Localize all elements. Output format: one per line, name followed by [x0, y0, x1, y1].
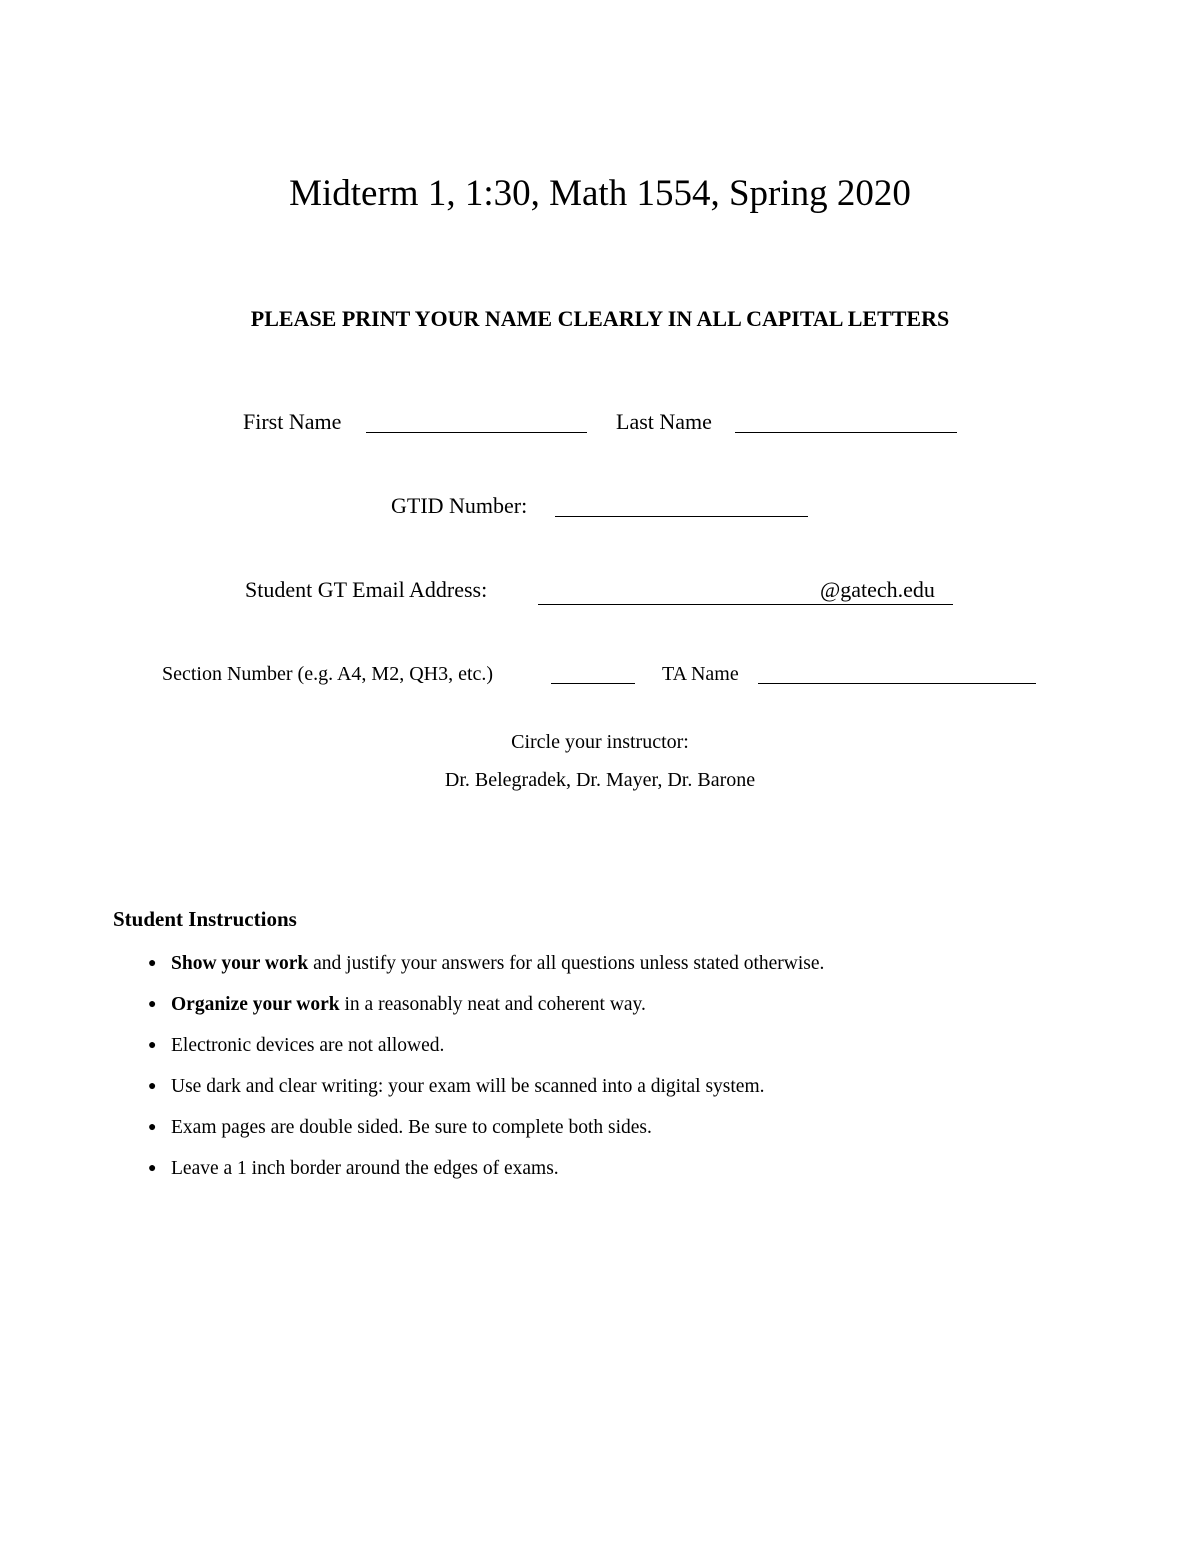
- bullet-icon: ●: [148, 1038, 157, 1053]
- section-number-label: Section Number (e.g. A4, M2, QH3, etc.): [162, 663, 494, 685]
- bullet-icon: ●: [148, 1161, 157, 1176]
- section-number-field[interactable]: [551, 683, 635, 684]
- list-item: ● Exam pages are double sided. Be sure to complete both sides.: [148, 1115, 824, 1156]
- bullet-icon: ●: [148, 1079, 157, 1094]
- list-item: ● Use dark and clear writing: your exam will be scanned into a digital system.: [148, 1074, 824, 1115]
- first-name-label: First Name: [243, 409, 342, 434]
- list-item: ● Electronic devices are not allowed.: [148, 1033, 824, 1074]
- bullet-icon: ●: [148, 1120, 157, 1135]
- last-name-label: Last Name: [616, 409, 712, 434]
- ta-name-field[interactable]: [758, 683, 1036, 684]
- email-label: Student GT Email Address:: [245, 577, 488, 602]
- instructor-prompt: Circle your instructor:: [511, 731, 689, 753]
- gtid-label: GTID Number:: [391, 493, 528, 518]
- ta-name-label: TA Name: [662, 663, 739, 685]
- list-item: ● Show your work and justify your answers for all questions unless stated otherwise.: [148, 951, 824, 992]
- exam-title: Midterm 1, 1:30, Math 1554, Spring 2020: [289, 173, 911, 214]
- list-item: ● Organize your work in a reasonably neat and coherent way.: [148, 992, 824, 1033]
- first-name-field[interactable]: [366, 432, 587, 433]
- instructions-heading: Student Instructions: [113, 907, 297, 931]
- instructions-list: [148, 951, 824, 1197]
- instructor-names[interactable]: Dr. Belegradek, Dr. Mayer, Dr. Barone: [444, 769, 756, 791]
- list-item: ● Leave a 1 inch border around the edges of exams.: [148, 1156, 824, 1197]
- email-domain-suffix: @gatech.edu: [820, 577, 935, 602]
- bullet-icon: ●: [148, 997, 157, 1012]
- bullet-icon: ●: [148, 956, 157, 971]
- email-field[interactable]: [538, 604, 953, 605]
- print-name-instruction: PLEASE PRINT YOUR NAME CLEARLY IN ALL CAPITAL LETTERS: [250, 306, 950, 331]
- gtid-field[interactable]: [555, 516, 808, 517]
- last-name-field[interactable]: [735, 432, 957, 433]
